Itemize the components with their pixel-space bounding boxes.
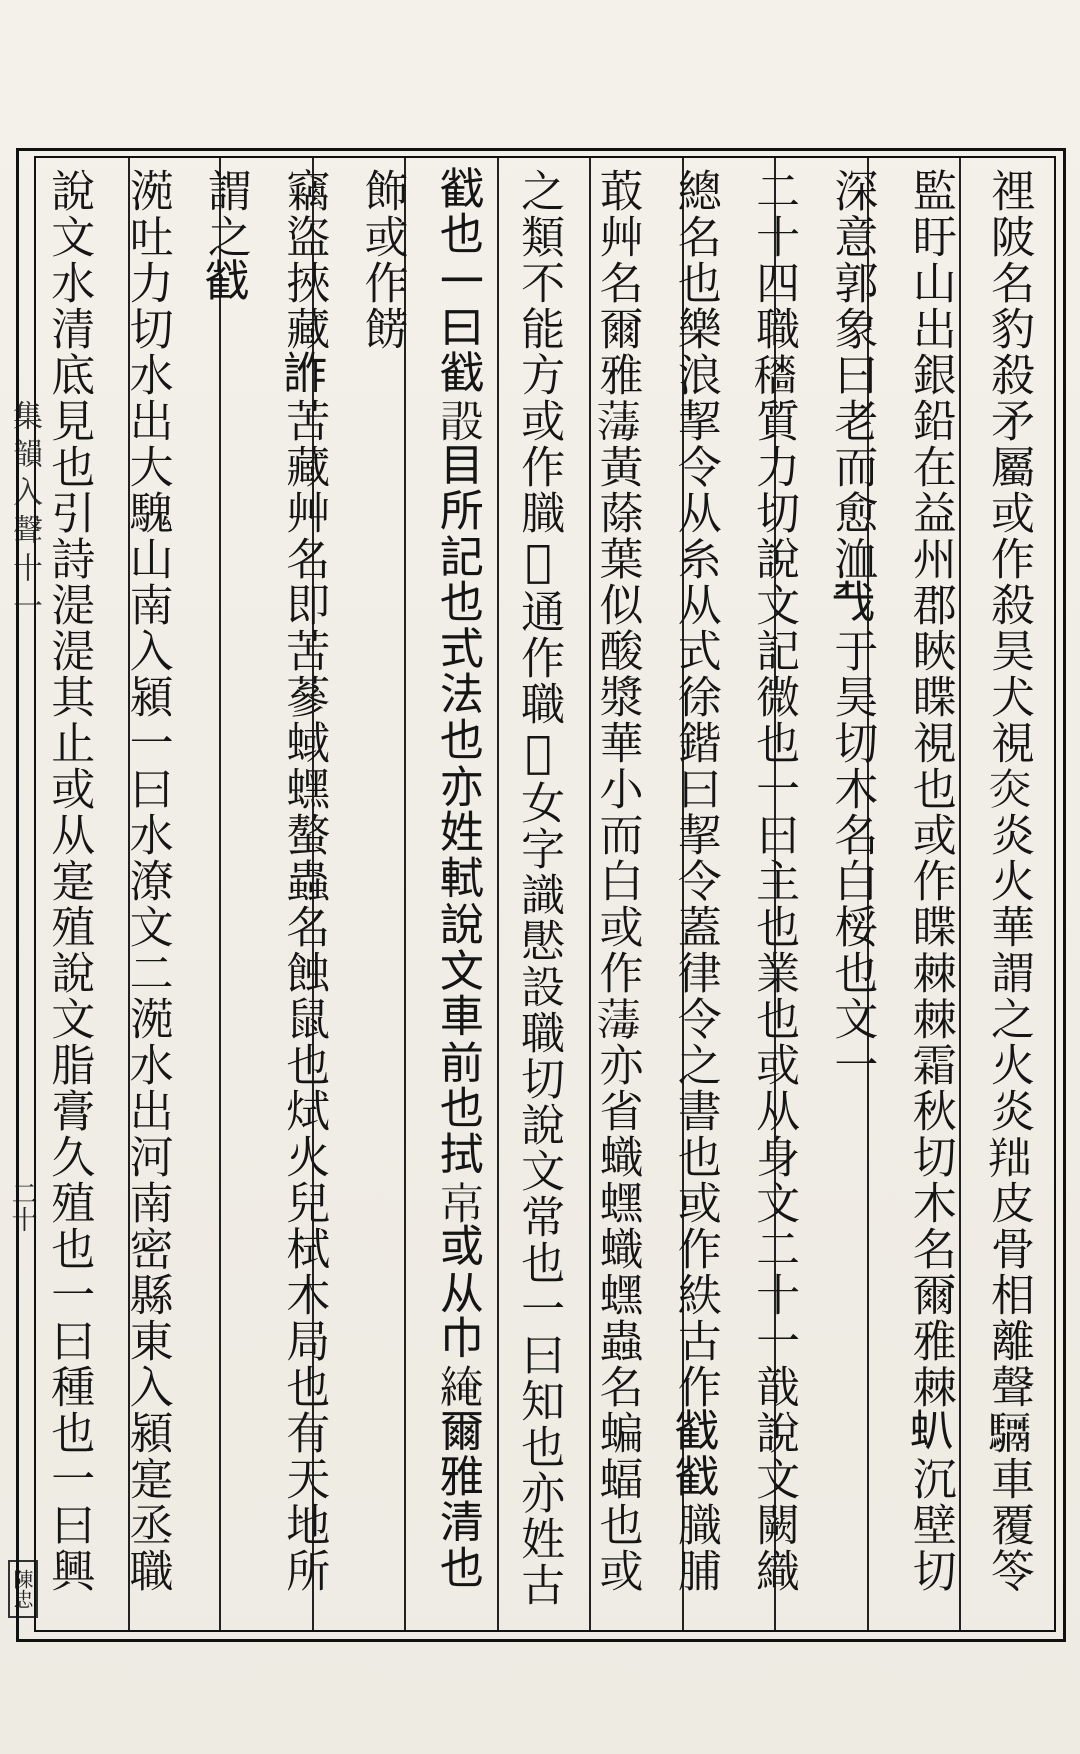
text-column-5: 總名也樂浪挈令从糸从式徐鍇曰挈令蓋律令之書也或作紩古作𢧵𢧵膱脯 <box>669 168 721 1594</box>
text-column-6: 菆艸名爾雅𦺇黃蒢葉似酸漿華小而白或作𦺇亦省蟙蟔蟙蟔蟲名蝙蝠也或 <box>591 168 643 1594</box>
text-column-9: 飾或作餝 <box>356 168 408 352</box>
margin-title: 集韻入聲十一 <box>7 400 42 628</box>
text-columns <box>36 158 1054 1630</box>
text-column-1: 𥚃陂名豹殺矛屬或作殺昊犬視𤆍炎火華謂之火炎𦍦皮骨相離聲𩦣車覆笭 <box>983 168 1034 1594</box>
collector-seal: 陳忠 <box>8 1560 38 1618</box>
text-column-13: 說文水清底見也引詩湜湜其止或从寔殖說文脂膏久殖也一曰種也一曰興 <box>43 168 95 1594</box>
text-column-11: 謂之𢧵 <box>199 168 251 306</box>
text-column-7: 之類不能方或作膱𦵔通作職𢧵女字識㦔設職切說文常也一曰知也亦姓古 <box>513 168 565 1608</box>
text-column-10: 竊盜挾藏𧧻苦藏艸名即苦蔘蜮蟔螯蟲名蝕鼠也烒火兒栻木局也有天地所 <box>278 168 330 1594</box>
text-column-4: 二十四職𥣱質力切說文記微也一曰主也業也或从身文二十一戠說文闕織 <box>748 168 800 1594</box>
text-column-2: 監盱山出銀鉛在益州郡䀹䁋視也或作䁋棘棘霜秋切木名爾雅棘𧈢沉壁切 <box>904 168 956 1594</box>
text-column-12: 𣸱吐力切水出大騩山南入潁一曰水潦文二𣸱水出河南密縣東入潁寔丞職 <box>121 168 173 1594</box>
text-column-8: 𢧵也一曰𢧵𣪏目所記也式法也亦姓軾說文車前也拭𢂋或从巾𦁏爾雅清也 <box>434 168 486 1594</box>
folio-number: 二十 <box>7 1180 37 1232</box>
text-column-3: 深意郭象曰老而愈洫𢦔于昊切木名白桵也文一 <box>826 168 878 1088</box>
